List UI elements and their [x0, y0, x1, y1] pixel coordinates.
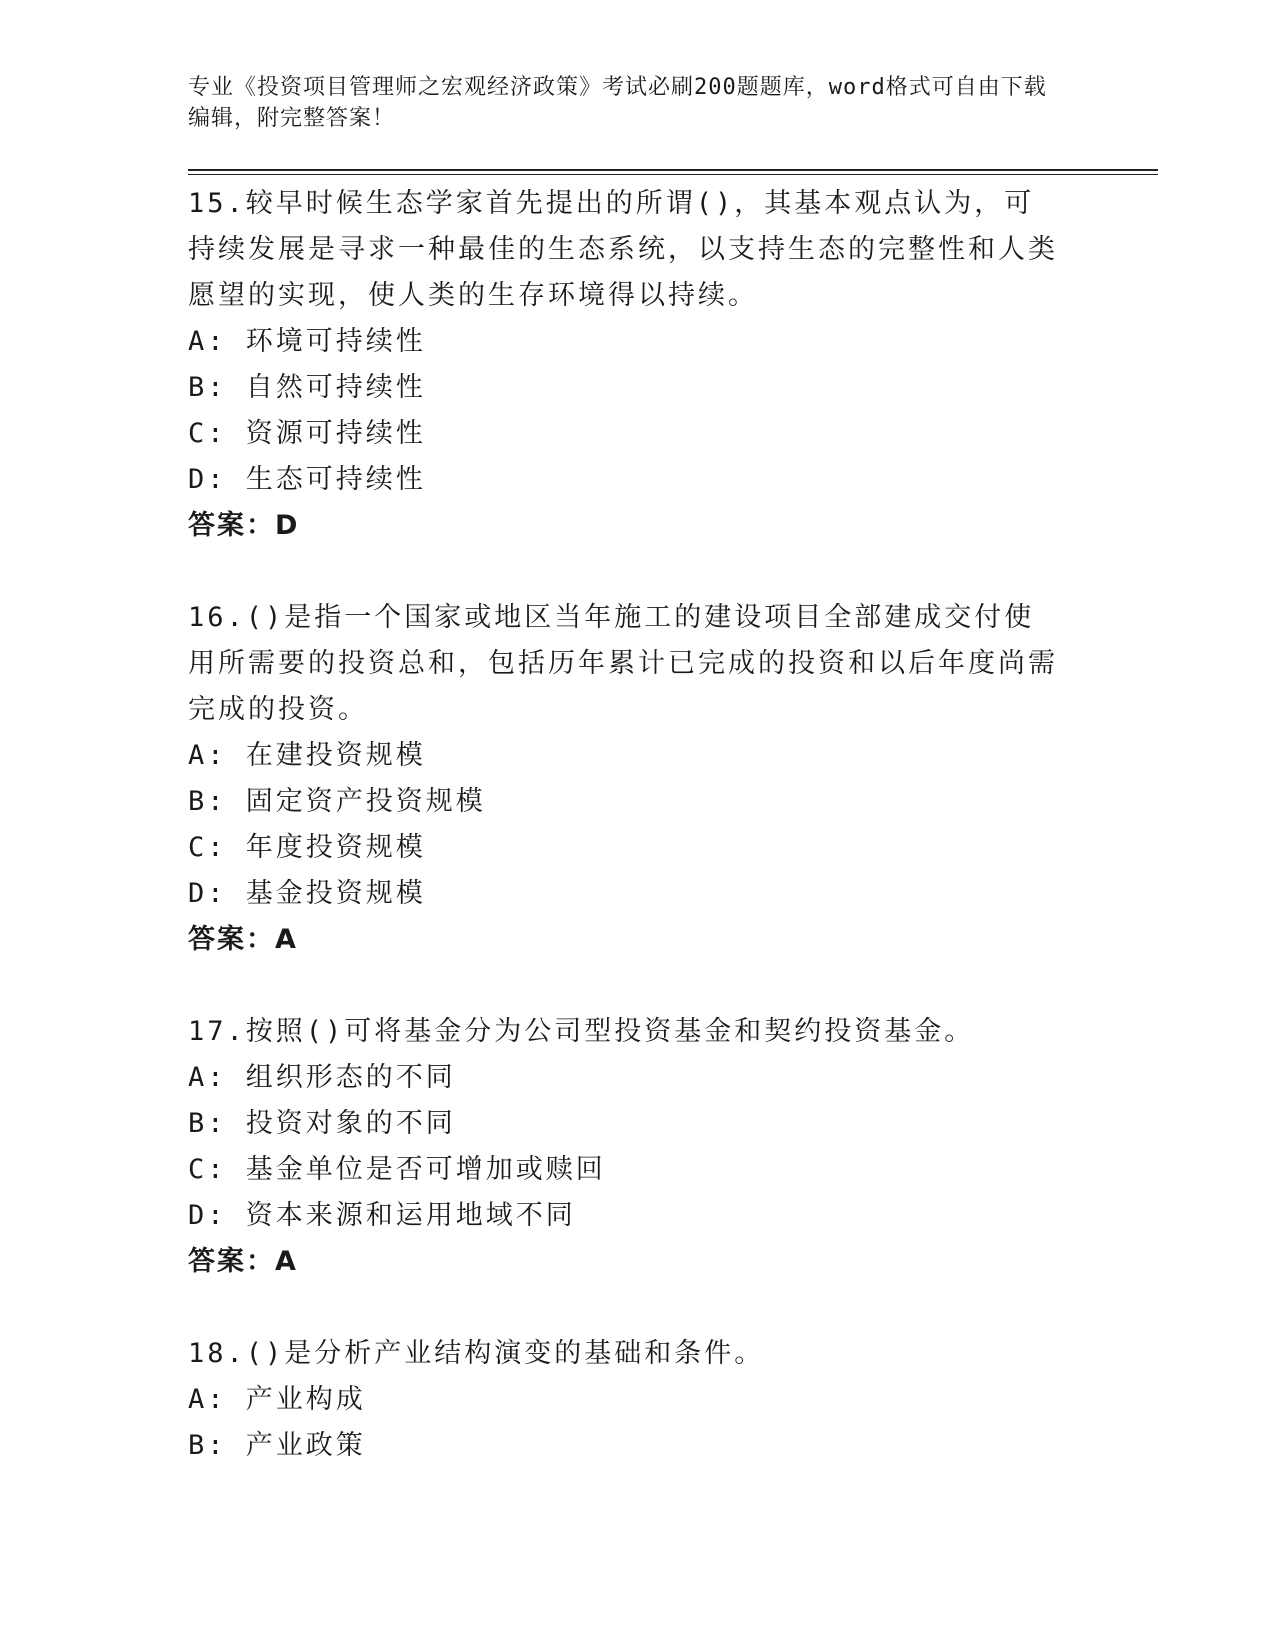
question-stem: 16.()是指一个国家或地区当年施工的建设项目全部建成交付使用所需要的投资总和，包括历年累计已完成的投资和以后年度尚需完成的投资。 — [188, 602, 1058, 725]
option-c: C: 年度投资规模 — [188, 832, 426, 863]
question-17 — [188, 1009, 1158, 1285]
option-d: D: 资本来源和运用地域不同 — [188, 1200, 576, 1231]
divider-line-thin — [188, 174, 1158, 175]
option-d: D: 生态可持续性 — [188, 464, 426, 495]
answer-label: 答案：A — [188, 924, 298, 955]
option-c: C: 基金单位是否可增加或赎回 — [188, 1154, 606, 1185]
option-a: A: 组织形态的不同 — [188, 1062, 456, 1093]
option-a: A: 产业构成 — [188, 1384, 366, 1415]
option-d: D: 基金投资规模 — [188, 878, 426, 909]
question-stem: 17.按照()可将基金分为公司型投资基金和契约投资基金。 — [188, 1016, 975, 1047]
option-b: B: 产业政策 — [188, 1430, 366, 1461]
question-15 — [188, 181, 1158, 549]
question-stem: 15.较早时候生态学家首先提出的所谓()，其基本观点认为，可持续发展是寻求一种最佳的生态系统，以支持生态的完整性和人类愿望的实现，使人类的生存环境得以持续。 — [188, 188, 1058, 311]
document-page — [188, 72, 1158, 1469]
divider-line-thick — [188, 169, 1158, 171]
answer-label: 答案：D — [188, 510, 300, 541]
header-divider — [188, 169, 1158, 175]
spacer — [188, 963, 1158, 1009]
spacer — [188, 1285, 1158, 1331]
question-16 — [188, 595, 1158, 963]
option-a: A: 环境可持续性 — [188, 326, 426, 357]
answer-label: 答案：A — [188, 1246, 298, 1277]
spacer — [188, 549, 1158, 595]
option-b: B: 固定资产投资规模 — [188, 786, 486, 817]
option-a: A: 在建投资规模 — [188, 740, 426, 771]
question-stem: 18.()是分析产业结构演变的基础和条件。 — [188, 1338, 765, 1369]
question-18 — [188, 1331, 1158, 1469]
option-b: B: 自然可持续性 — [188, 372, 426, 403]
document-header: 专业《投资项目管理师之宏观经济政策》考试必刷200题题库，word格式可自由下载编辑，附完整答案！ — [188, 75, 1047, 131]
option-c: C: 资源可持续性 — [188, 418, 426, 449]
option-b: B: 投资对象的不同 — [188, 1108, 456, 1139]
